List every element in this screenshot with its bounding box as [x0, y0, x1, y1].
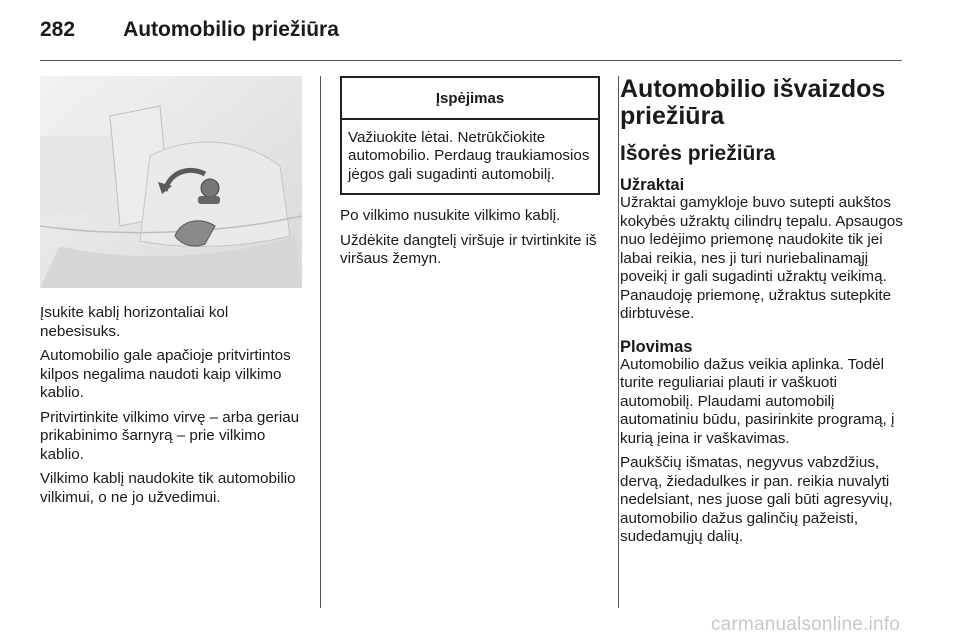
column-divider-1: [320, 76, 321, 608]
paragraph: Pritvirtinkite vilkimo virvę – arba geriau prikabinimo šarnyrą – prie vilkimo kablio.: [40, 408, 300, 463]
section-title: Automobilio išvaizdos priežiūra: [620, 75, 886, 130]
tow-hook-illustration: [40, 76, 302, 288]
warning-title: Įspėjimas: [342, 78, 598, 120]
page-title: Automobilio priežiūra: [123, 18, 339, 41]
page-number: 282: [40, 18, 76, 41]
topic-heading: Plovimas: [620, 337, 693, 356]
paragraph: Uždėkite dangtelį viršuje ir tvirtinkite iš viršaus žemyn.: [340, 231, 597, 267]
topic-locks: [620, 176, 906, 324]
watermark: carmanualsonline.info: [710, 614, 900, 635]
paragraph: Po vilkimo nusukite vilkimo kablį.: [340, 207, 561, 224]
warning-box: [340, 76, 600, 195]
topic-washing: [620, 338, 906, 547]
paragraph: Automobilio gale apačioje pritvirtintos kilpos negalima naudoti kaip vilkimo kablio.: [40, 347, 291, 401]
paragraph: Įsukite kablį horizontaliai kol nebesisuks.: [40, 304, 229, 340]
column-1: [40, 76, 304, 513]
topic-heading: Užraktai: [620, 176, 685, 194]
column-3: [620, 76, 906, 561]
column-divider-3: [618, 76, 619, 608]
paragraph: Užraktai gamykloje buvo sutepti aukštos kokybės užraktų cilindrų tepalu. Apsaugos nuo ledėjimo priemonę naudokite tik jei labai reikia, nes ji turi nuriebalinamąjį poveikį ir gali sugadinti užraktų veikimą. Panaudoję priemonę, užraktus sutepkite dirbtuvėse.: [620, 194, 903, 322]
paragraph: Automobilio dažus veikia aplinka. Todėl turite reguliariai plauti ir vaškuoti automobilį. Plaudami automobilį automatiniu būdu, pasirinkite programą, į kurią įeina ir vaškavimas.: [620, 355, 895, 447]
page-header: [40, 18, 339, 42]
paragraph: Paukščių išmatas, negyvus vabzdžius, dervą, žiedadulkes ir pan. reikia nuvalyti nedelsiant, nes juose gali būti agresyvių, automobilio dažus galinčių pažeisti, sudedamųjų dalių.: [620, 454, 893, 545]
warning-body: Važiuokite lėtai. Netrūkčiokite automobilio. Perdaug traukiamosios jėgos gali sugadinti automobilį.: [348, 128, 590, 183]
subsection-title: Išorės priežiūra: [620, 142, 776, 165]
rear-bumper-tow-hook-image: [40, 76, 302, 288]
paragraph: Vilkimo kablį naudokite tik automobilio vilkimui, o ne jo užvedimui.: [40, 470, 296, 506]
column-2: [340, 76, 602, 275]
header-divider: [40, 60, 902, 61]
